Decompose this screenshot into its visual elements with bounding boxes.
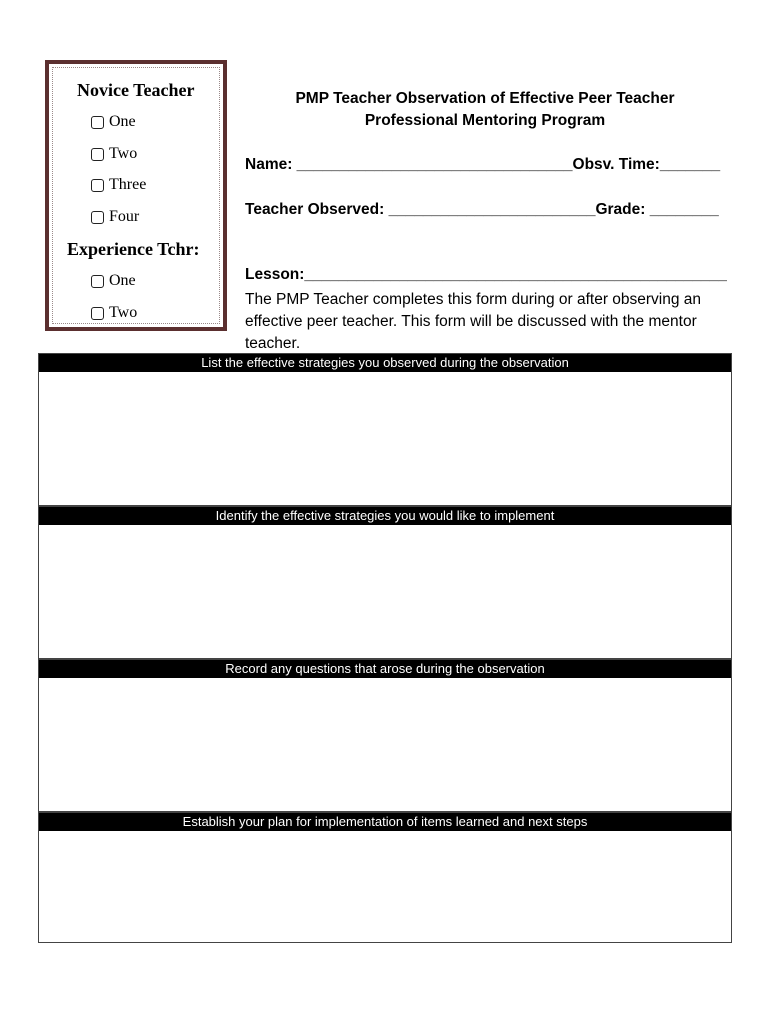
checkbox-icon[interactable] <box>91 179 104 192</box>
novice-option-two[interactable] <box>91 145 137 163</box>
option-label: Two <box>109 304 138 321</box>
instructions-text: The PMP Teacher completes this form during or after observing an effective peer teacher. This form will be discussed with the mentor teacher. <box>245 291 702 352</box>
form-title: PMP Teacher Observation of Effective Peer Teacher <box>295 90 675 107</box>
novice-option-one[interactable] <box>91 113 136 131</box>
novice-teacher-heading: Novice Teacher <box>77 80 195 100</box>
checkbox-icon[interactable] <box>91 275 104 288</box>
experienced-teacher-heading: Experience Tchr: <box>67 239 200 259</box>
section-header: List the effective strategies you observed during the observation <box>39 354 731 372</box>
section-questions <box>38 659 732 812</box>
checkbox-icon[interactable] <box>91 307 104 320</box>
option-label: One <box>109 272 136 289</box>
checkbox-icon[interactable] <box>91 148 104 161</box>
section-implement-strategies <box>38 506 732 659</box>
checkbox-icon[interactable] <box>91 211 104 224</box>
checkbox-icon[interactable] <box>91 116 104 129</box>
lesson-field[interactable]: Lesson:_________________________________________________ <box>245 266 727 283</box>
teacher-grade-field[interactable]: Teacher Observed: ________________________Grade: ________ <box>245 201 719 218</box>
option-label: One <box>109 113 136 130</box>
option-label: Two <box>109 145 138 162</box>
novice-option-four[interactable] <box>91 208 139 226</box>
section-implementation-plan <box>38 812 732 943</box>
questions-textarea[interactable] <box>39 678 731 811</box>
section-observed-strategies <box>38 353 732 506</box>
section-header: Establish your plan for implementation of items learned and next steps <box>39 813 731 831</box>
section-header: Record any questions that arose during the observation <box>39 660 731 678</box>
observed-strategies-textarea[interactable] <box>39 372 731 505</box>
implement-strategies-textarea[interactable] <box>39 525 731 658</box>
option-label: Four <box>109 208 140 225</box>
implementation-plan-textarea[interactable] <box>39 831 731 942</box>
form-subtitle: Professional Mentoring Program <box>364 112 606 129</box>
experienced-option-one[interactable] <box>91 272 136 290</box>
section-header: Identify the effective strategies you would like to implement <box>39 507 731 525</box>
novice-option-three[interactable] <box>91 176 146 194</box>
name-obsv-time-field[interactable]: Name: ________________________________Obsv. Time:_______ <box>245 156 721 173</box>
experienced-option-two[interactable] <box>91 304 137 322</box>
experience-box <box>45 60 227 331</box>
option-label: Three <box>109 176 147 193</box>
